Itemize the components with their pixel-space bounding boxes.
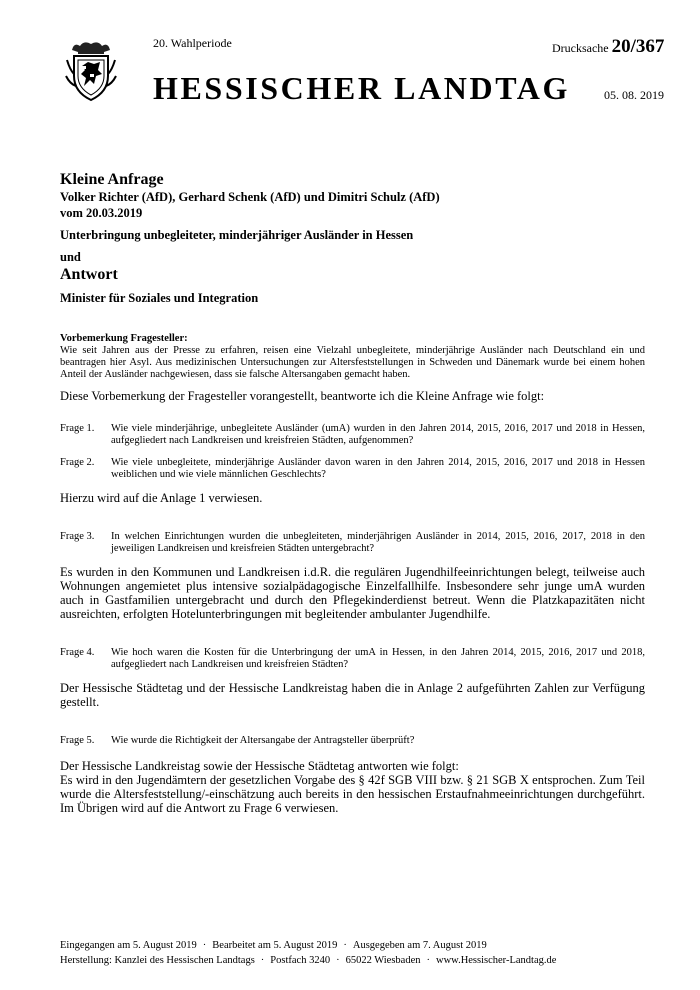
frage-4: [60, 647, 645, 671]
antwort-1-2: Hierzu wird auf die Anlage 1 verwiesen.: [60, 491, 263, 505]
frage-label: Frage 2.: [60, 457, 95, 468]
frage-text: Wie hoch waren die Kosten für die Unterbringung der umA in Hessen, in den Jahren 2014, 2015, 2016, 2017 und 2018, aufgegliedert nach Landkreisen und kreisfreien Städten?: [111, 647, 645, 670]
antwort-5: Es wird in den Jugendämtern der gesetzlichen Vorgabe des § 42f SGB VIII bzw. § 21 SGB X entsprochen. Zum Teil wurde die Altersfeststellung/-einschätzung auch bereits in den hessischen Erstaufnahmeeinrichtungen durchgeführt. Im Übrigen wird auf die Antwort zu Frage 6 verwiesen.: [60, 773, 645, 815]
footer-website-link[interactable]: www.Hessischer-Landtag.de: [436, 955, 557, 966]
footer-separator: ·: [202, 940, 207, 951]
authors: Volker Richter (AfD), Gerhard Schenk (AfD) und Dimitri Schulz (AfD): [60, 190, 440, 204]
kleine-anfrage-heading: Kleine Anfrage: [60, 171, 164, 188]
frage-2: [60, 457, 645, 481]
footer-postfach: Postfach 3240: [270, 955, 331, 966]
frage-label: Frage 3.: [60, 531, 95, 542]
footer: [60, 938, 660, 968]
subject: Unterbringung unbegleiteter, minderjähriger Ausländer in Hessen: [60, 228, 414, 242]
ministry: Minister für Soziales und Integration: [60, 291, 259, 305]
footer-separator: ·: [343, 940, 347, 951]
wahlperiode: 20. Wahlperiode: [153, 36, 232, 50]
document-date: 05. 08. 2019: [604, 88, 664, 102]
footer-separator: ·: [260, 955, 265, 966]
footer-ausgegeben: Ausgegeben am 7. August 2019: [352, 940, 487, 951]
frage-label: Frage 5.: [60, 735, 95, 746]
antwort-5-intro: Der Hessische Landkreistag sowie der Hessische Städtetag antworten wie folgt:: [60, 759, 459, 773]
drucksache-number: 20/367: [611, 36, 665, 57]
document-body: [60, 333, 645, 815]
frage-5: [60, 735, 645, 747]
submission-date: vom 20.03.2019: [60, 206, 143, 220]
frage-label: Frage 4.: [60, 647, 95, 658]
frage-text: Wie viele minderjährige, unbegleitete Ausländer (umA) wurden in den Jahren 2014, 2015, 2016, 2017 und 2018 in Hessen, aufgegliedert nach Landkreisen und kreisfreien Städten, aufgenommen?: [111, 423, 645, 446]
vorbemerkung-text: Wie seit Jahren aus der Presse zu erfahren, reisen eine Vielzahl unbegleitete, minderjährige Ausländer nach Deutschland ein und beantragen hier Asyl. Aus medizinischen Untersuchungen zur Altersfeststellungen in Schweden und Dänemark wurde bei einem hohen Anteil der Ausländer nachgewiesen, dass sie falsche Altersangaben gemacht haben.: [60, 345, 645, 380]
footer-separator: ·: [426, 955, 430, 966]
antwort-3: Es wurden in den Kommunen und Landkreisen i.d.R. die regulären Jugendhilfeeinrichtungen belegt, teilweise auch Wohnungen angemietet plus intensive sozialpädagogische Einzelfallhilfe. Insbesondere sehr junge umA wurden auch in Gastfamilien untergebracht und durch den Pflegekinderdienst betreut. Wenn die Platzkapazitäten nicht ausreichten, erfolgten Hotelunterbringungen mit begleitender ambulanter Jugendhilfe.: [60, 565, 645, 621]
footer-ort: 65022 Wiesbaden: [345, 955, 421, 966]
intro-text: Diese Vorbemerkung der Fragesteller vorangestellt, beantworte ich die Kleine Anfrage wie folgt:: [60, 389, 545, 403]
frage-1: [60, 423, 645, 447]
title-block: [60, 170, 645, 306]
hessen-coat-of-arms-icon: [64, 40, 118, 102]
footer-bearbeitet: Bearbeitet am 5. August 2019: [212, 940, 338, 951]
page-title: HESSISCHER LANDTAG: [153, 70, 570, 106]
drucksache: [552, 36, 664, 58]
antwort-4: Der Hessische Städtetag und der Hessische Landkreistag haben die in Anlage 2 aufgeführten Zahlen zur Verfügung gestellt.: [60, 681, 645, 709]
footer-herstellung: Herstellung: Kanzlei des Hessischen Landtags: [60, 955, 255, 966]
frage-label: Frage 1.: [60, 423, 95, 434]
drucksache-label: Drucksache: [552, 41, 609, 55]
footer-eingegangen: Eingegangen am 5. August 2019: [60, 940, 197, 951]
und-label: und: [60, 250, 81, 264]
frage-text: Wie wurde die Richtigkeit der Altersangabe der Antragsteller überprüft?: [111, 735, 415, 746]
frage-text: In welchen Einrichtungen wurden die unbegleiteten, minderjährigen Ausländer in 2014, 2015, 2016, 2017, 2018 in den jeweiligen Landkreisen und kreisfreien Städten untergebracht?: [111, 531, 645, 554]
frage-3: [60, 531, 645, 555]
antwort-heading: Antwort: [60, 266, 118, 283]
vorbemerkung-heading: Vorbemerkung Fragesteller:: [60, 333, 188, 344]
footer-separator: ·: [336, 955, 340, 966]
frage-text: Wie viele unbegleitete, minderjährige Ausländer davon waren in den Jahren 2014, 2015, 2016, 2017 und 2018 in Hessen weiblichen und wie viele männlichen Geschlechts?: [111, 457, 645, 480]
